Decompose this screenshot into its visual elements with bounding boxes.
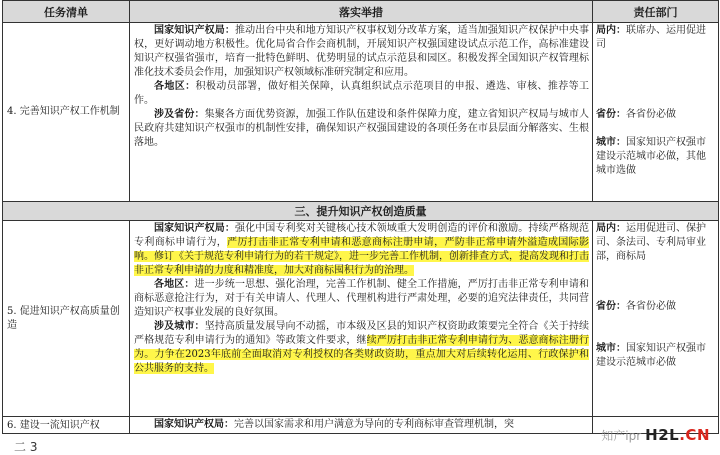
measure-text: 完善以国家需求和用户满意为导向的专利商标审查管理机制，突 bbox=[234, 419, 514, 430]
measure-paragraph bbox=[134, 418, 589, 432]
dept-entry bbox=[596, 342, 715, 370]
dept-entry bbox=[596, 108, 715, 122]
dept-text: 运用促进司、保护司、条法司、专利局审业部，商标局 bbox=[596, 223, 706, 262]
dept-text: 各省份必做 bbox=[626, 109, 676, 120]
dept-cell bbox=[593, 221, 719, 417]
section-heading-row bbox=[3, 202, 719, 221]
dept-entry bbox=[596, 222, 715, 264]
logo-part-a: H2L bbox=[645, 426, 680, 444]
footer-fragment: 二 3 bbox=[14, 440, 38, 454]
dept-label: 城市： bbox=[596, 137, 626, 148]
dept-entry bbox=[596, 300, 715, 314]
agency-label: 国家知识产权局： bbox=[154, 223, 235, 234]
dept-text: 联席办、运用促进司 bbox=[596, 25, 706, 50]
table-header-row bbox=[3, 1, 719, 23]
watermark-account: 知产ipr bbox=[601, 428, 642, 443]
dept-label: 局内： bbox=[596, 25, 626, 36]
highlighted-text: 续严厉打击非正常专利申请行为、恶意商标注册行为。力争在2023年底前全面取消对专利授权的各类财政资助，重点加大对后续转化运用、行政保护和公共服务的支持。 bbox=[134, 335, 590, 374]
agency-label: 各地区： bbox=[154, 81, 196, 92]
highlighted-text: 严厉打击非正常专利申请和恶意商标注册申请，严防非正常申请外溢造成国际影响。修订《关于规范专利申请行为的若干规定》，进一步完善工作机制，创新排查方式，提高发现和打击非正常专利申请的力度和精准度，加大对商标囤积行为的治理。 bbox=[134, 237, 590, 276]
measure-paragraph bbox=[134, 278, 589, 320]
document-page bbox=[2, 0, 718, 434]
dept-cell bbox=[593, 23, 719, 202]
table-row-5 bbox=[3, 221, 719, 417]
agency-label: 国家知识产权局： bbox=[154, 419, 234, 430]
agency-label: 国家知识产权局： bbox=[154, 25, 235, 36]
dept-spacer bbox=[596, 314, 715, 342]
table-row-4 bbox=[3, 23, 719, 202]
dept-spacer bbox=[596, 52, 715, 108]
dept-label: 省份： bbox=[596, 301, 626, 312]
measures-cell bbox=[130, 23, 593, 202]
task-cell: 5. 促进知识产权高质量创造 bbox=[3, 221, 130, 417]
measure-text: 进一步统一思想、强化治理，完善工作机制、健全工作措施，严厉打击非正常专利申请和商标恶意抢注行为，对于有关申请人、代理人、代理机构进行严肃处理，必要的追究法律责任，共同营造知识产权事业发展的良好氛围。 bbox=[134, 279, 590, 318]
measure-paragraph bbox=[134, 320, 589, 376]
dept-spacer bbox=[596, 122, 715, 136]
dept-text: 国家知识产权强市建设示范城市必做，其他城市选做 bbox=[596, 137, 706, 176]
site-logo bbox=[645, 426, 710, 444]
section-heading: 三、提升知识产权创造质量 bbox=[3, 202, 719, 221]
agency-label: 涉及省份： bbox=[154, 109, 205, 120]
dept-label: 城市： bbox=[596, 343, 626, 354]
task-cell: 4. 完善知识产权工作机制 bbox=[3, 23, 130, 202]
dept-entry bbox=[596, 136, 715, 178]
header-task-list: 任务清单 bbox=[3, 1, 130, 23]
measure-paragraph bbox=[134, 108, 589, 150]
agency-label: 各地区： bbox=[154, 279, 195, 290]
task-cell: 6. 建设一流知识产权 bbox=[3, 417, 130, 434]
dept-text: 各省份必做 bbox=[626, 301, 676, 312]
dept-entry bbox=[596, 24, 715, 52]
watermark bbox=[601, 426, 710, 444]
dept-label: 局内： bbox=[596, 223, 626, 234]
dept-spacer bbox=[596, 264, 715, 300]
measure-paragraph bbox=[134, 24, 589, 80]
header-measures: 落实举措 bbox=[130, 1, 593, 23]
measure-paragraph bbox=[134, 222, 589, 278]
dept-label: 省份： bbox=[596, 109, 626, 120]
logo-part-b: .CN bbox=[679, 426, 710, 444]
agency-label: 涉及城市： bbox=[154, 321, 205, 332]
dept-text: 国家知识产权强市建设示范城市必做 bbox=[596, 343, 706, 368]
measure-text: 积极动员部署，做好相关保障，认真组织试点示范项目的申报、遴选、审核、推荐等工作。 bbox=[134, 81, 590, 106]
measure-text: 坚持高质量发展导向不动摇，市本级及区县的知识产权资助政策要完全符合《关于持续严格规范专利申请行为的通知》等政策文件要求，继 bbox=[134, 321, 590, 346]
header-responsible-dept: 责任部门 bbox=[593, 1, 719, 23]
task-table bbox=[2, 0, 719, 434]
measure-text: 推动出台中央和地方知识产权事权划分改革方案，适当加强知识产权保护中央事权，更好调动地方积极性。优化局省合作会商机制，开展知识产权强国建设试点示范工作，高标准建设知识产权强省强市，培育一批特色鲜明、优势明显的试点示范县和园区。积极发挥全国知识产权管理标准化技术委员会作用，加强知识产权领域标准研究制定和应用。 bbox=[134, 25, 590, 78]
measures-cell bbox=[130, 417, 593, 434]
measures-cell bbox=[130, 221, 593, 417]
measure-paragraph bbox=[134, 80, 589, 108]
measure-text: 强化中国专利奖对关键核心技术领域重大发明创造的评价和激励。持续严格规范专利商标申请行为， bbox=[134, 223, 590, 248]
measure-text: 集聚各方面优势资源，加强工作队伍建设和条件保障力度，建立省知识产权局与城市人民政府共建知识产权强市的机制性安排，确保知识产权强国建设的各项任务在市县层面分解落实、生根落地。 bbox=[134, 109, 590, 148]
